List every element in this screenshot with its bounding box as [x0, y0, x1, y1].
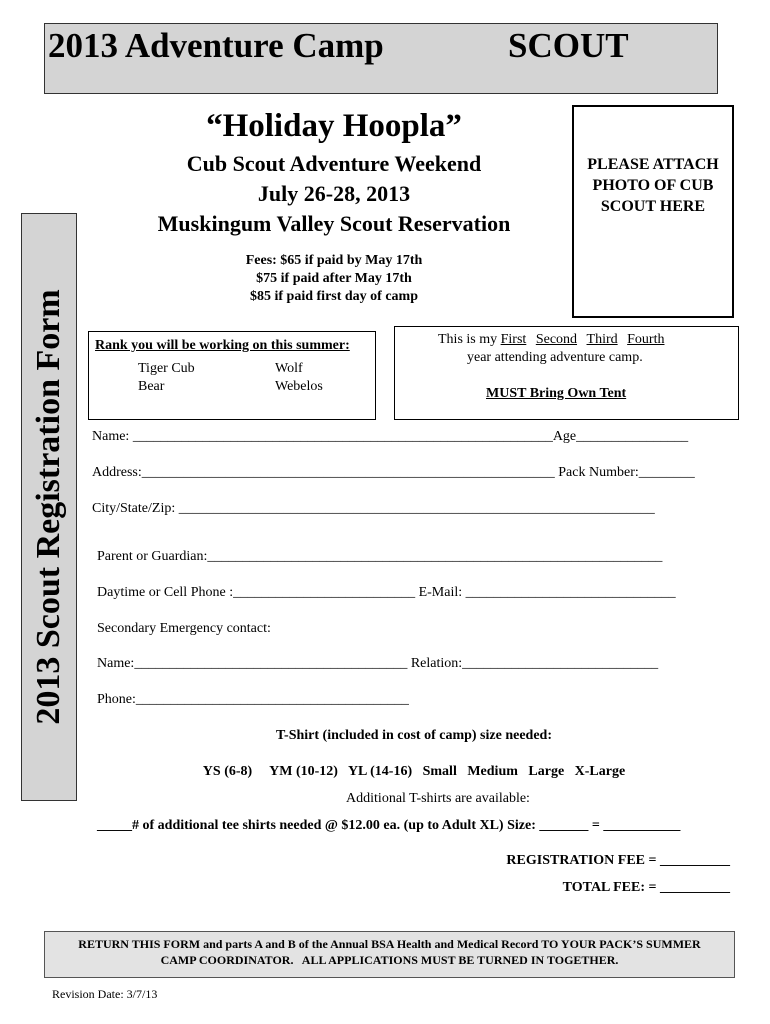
tshirt-order-line[interactable]: _____# of additional tee shirts needed @ $12.00 ea. (up to Adult XL) Size: _______ = ___________ — [97, 818, 681, 833]
tshirt-heading: T-Shirt (included in cost of camp) size needed: — [276, 728, 552, 743]
return-notice-box — [44, 931, 735, 978]
rank-option-bear[interactable]: Bear — [138, 379, 165, 394]
photo-box-line-2: PHOTO OF CUB — [592, 177, 714, 194]
photo-attach-box[interactable] — [572, 105, 734, 318]
header-scout-label: SCOUT — [508, 26, 629, 65]
header-title: 2013 Adventure Camp — [48, 26, 384, 65]
year-option-second[interactable]: Second — [535, 332, 578, 347]
tshirt-sizes[interactable]: YS (6-8) YM (10-12) YL (14-16) Small Medium Large X-Large — [202, 764, 626, 779]
field-name-age[interactable]: Name: ____________________________________________________________Age________________ — [92, 429, 689, 444]
event-name: “Holiday Hoopla” — [206, 108, 462, 144]
event-location: Muskingum Valley Scout Reservation — [157, 211, 511, 236]
return-notice-line-1: RETURN THIS FORM and parts A and B of the Annual BSA Health and Medical Record TO YOUR PACK’S SUMMER — [78, 937, 701, 951]
return-notice-line-2: CAMP COORDINATOR. ALL APPLICATIONS MUST BE TURNED IN TOGETHER. — [160, 953, 619, 967]
field-phone-email[interactable]: Daytime or Cell Phone :__________________________ E-Mail: ______________________________ — [97, 585, 676, 600]
field-secondary-name-relation[interactable]: Name:_______________________________________ Relation:____________________________ — [97, 656, 659, 671]
year-option-third[interactable]: Third — [586, 332, 618, 347]
field-city-state-zip[interactable]: City/State/Zip: ____________________________________________________________________ — [92, 501, 655, 516]
event-subtitle: Cub Scout Adventure Weekend — [186, 151, 482, 176]
secondary-contact-heading: Secondary Emergency contact: — [97, 621, 271, 636]
tshirt-additional: Additional T-shirts are available: — [346, 791, 530, 806]
tent-note: MUST Bring Own Tent — [486, 386, 627, 401]
registration-fee[interactable]: REGISTRATION FEE = __________ — [506, 853, 730, 868]
year-suffix: year attending adventure camp. — [467, 350, 643, 365]
year-option-fourth[interactable]: Fourth — [627, 332, 665, 347]
rank-option-tiger-cub[interactable]: Tiger Cub — [138, 361, 195, 376]
rank-option-wolf[interactable]: Wolf — [275, 361, 303, 376]
field-secondary-phone[interactable]: Phone:_______________________________________ — [97, 692, 409, 707]
revision-date: Revision Date: 3/7/13 — [52, 987, 158, 1001]
total-fee[interactable]: TOTAL FEE: = __________ — [562, 880, 730, 895]
year-option-first[interactable]: First — [500, 332, 527, 347]
field-address-pack[interactable]: Address:___________________________________________________________ Pack Number:________ — [92, 465, 695, 480]
fee-line-1: Fees: $65 if paid by May 17th — [245, 253, 423, 268]
field-parent-guardian[interactable]: Parent or Guardian:_________________________________________________________________ — [97, 549, 663, 564]
fee-line-3: $85 if paid first day of camp — [250, 289, 418, 304]
year-options-line — [438, 332, 664, 348]
side-title: 2013 Scout Registration Form — [30, 289, 67, 725]
fee-line-2: $75 if paid after May 17th — [256, 271, 412, 286]
year-prefix: This is my — [438, 332, 501, 347]
rank-heading: Rank you will be working on this summer: — [95, 338, 350, 353]
rank-option-webelos[interactable]: Webelos — [275, 379, 323, 394]
event-dates: July 26-28, 2013 — [257, 181, 411, 206]
photo-box-line-1: PLEASE ATTACH — [587, 156, 719, 173]
photo-box-line-3: SCOUT HERE — [600, 198, 706, 215]
